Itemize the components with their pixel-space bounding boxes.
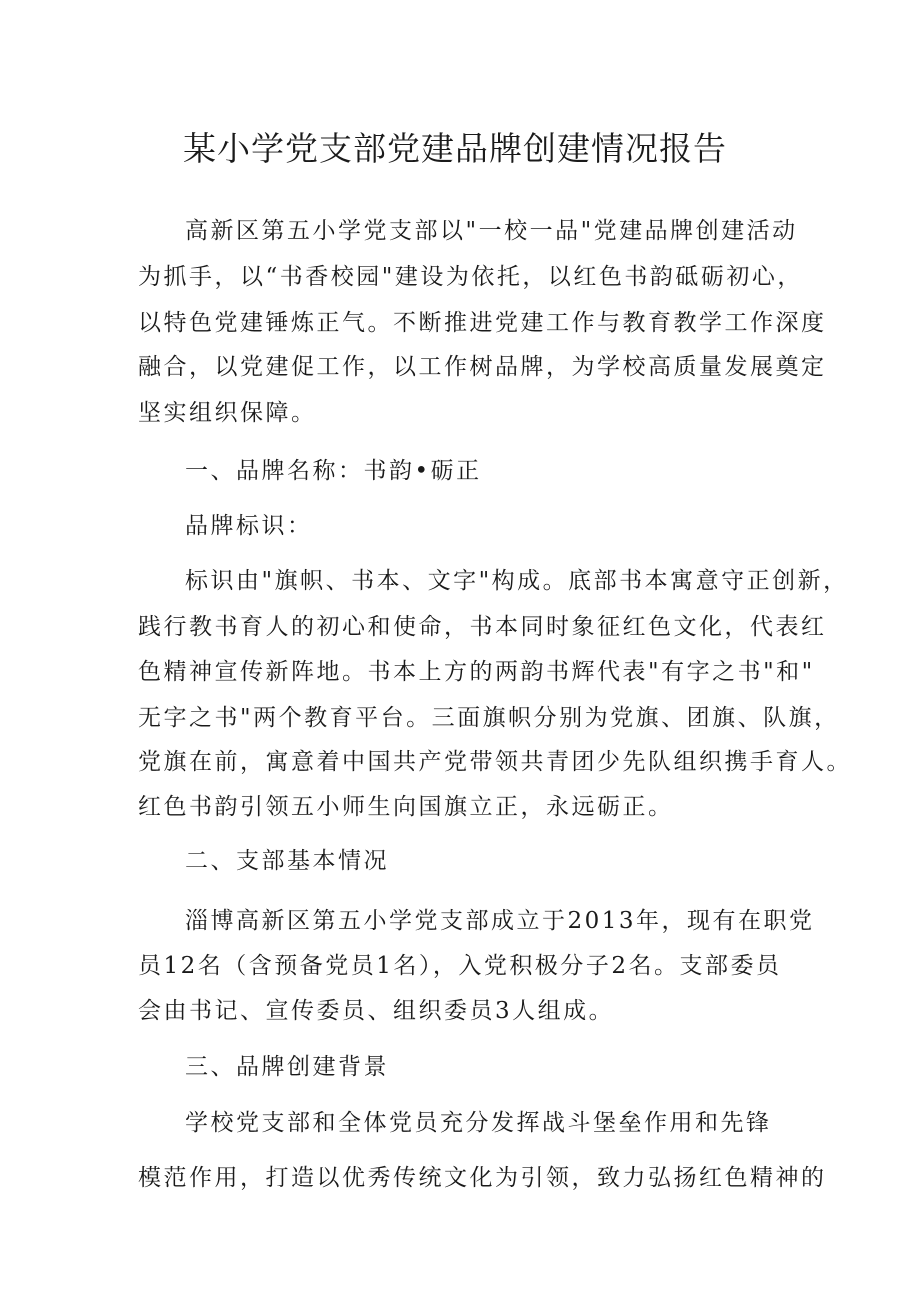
section-heading-brand-name: 一、品牌名称：书韵•砺正 [185,458,482,484]
body-line: 红色书韵引领五小师生向国旗立正，永远砺正。 [138,794,674,820]
section-heading-background: 三、品牌创建背景 [185,1054,389,1080]
intro-line: 融合，以党建促工作，以工作树品牌，为学校高质量发展奠定 [138,354,827,380]
subheading-brand-logo: 品牌标识： [185,513,313,539]
body-line: 无字之书"两个教育平台。三面旗帜分别为党旗、团旗、队旗， [138,705,840,731]
body-line: 色精神宣传新阵地。书本上方的两韵书辉代表"有字之书"和" [138,659,815,685]
body-line: 学校党支部和全体党员充分发挥战斗堡垒作用和先锋 [185,1110,772,1136]
body-line: 淄博高新区第五小学党支部成立于2013年，现有在职党 [185,908,815,934]
section-heading-branch-info: 二、支部基本情况 [185,848,389,874]
intro-line: 高新区第五小学党支部以"一校一品"党建品牌创建活动 [185,218,798,244]
body-line: 标识由"旗帜、书本、文字"构成。底部书本寓意守正创新， [185,568,849,594]
intro-line: 坚实组织保障。 [138,400,317,426]
body-line: 践行教书育人的初心和使命，书本同时象征红色文化，代表红 [138,614,827,640]
body-line: 员12名（含预备党员1名），入党积极分子2名。支部委员 [138,953,782,979]
document-title: 某小学党支部党建品牌创建情况报告 [183,129,727,168]
body-line: 模范作用，打造以优秀传统文化为引领，致力弘扬红色精神的 [138,1165,827,1191]
body-line: 会由书记、宣传委员、组织委员3人组成。 [138,998,615,1024]
intro-line: 为抓手，以“书香校园"建设为依托，以红色书韵砥砺初心， [138,264,803,290]
body-line: 党旗在前，寓意着中国共产党带领共青团少先队组织携手育人。 [138,749,852,775]
intro-line: 以特色党建锤炼正气。不断推进党建工作与教育教学工作深度 [138,310,827,336]
